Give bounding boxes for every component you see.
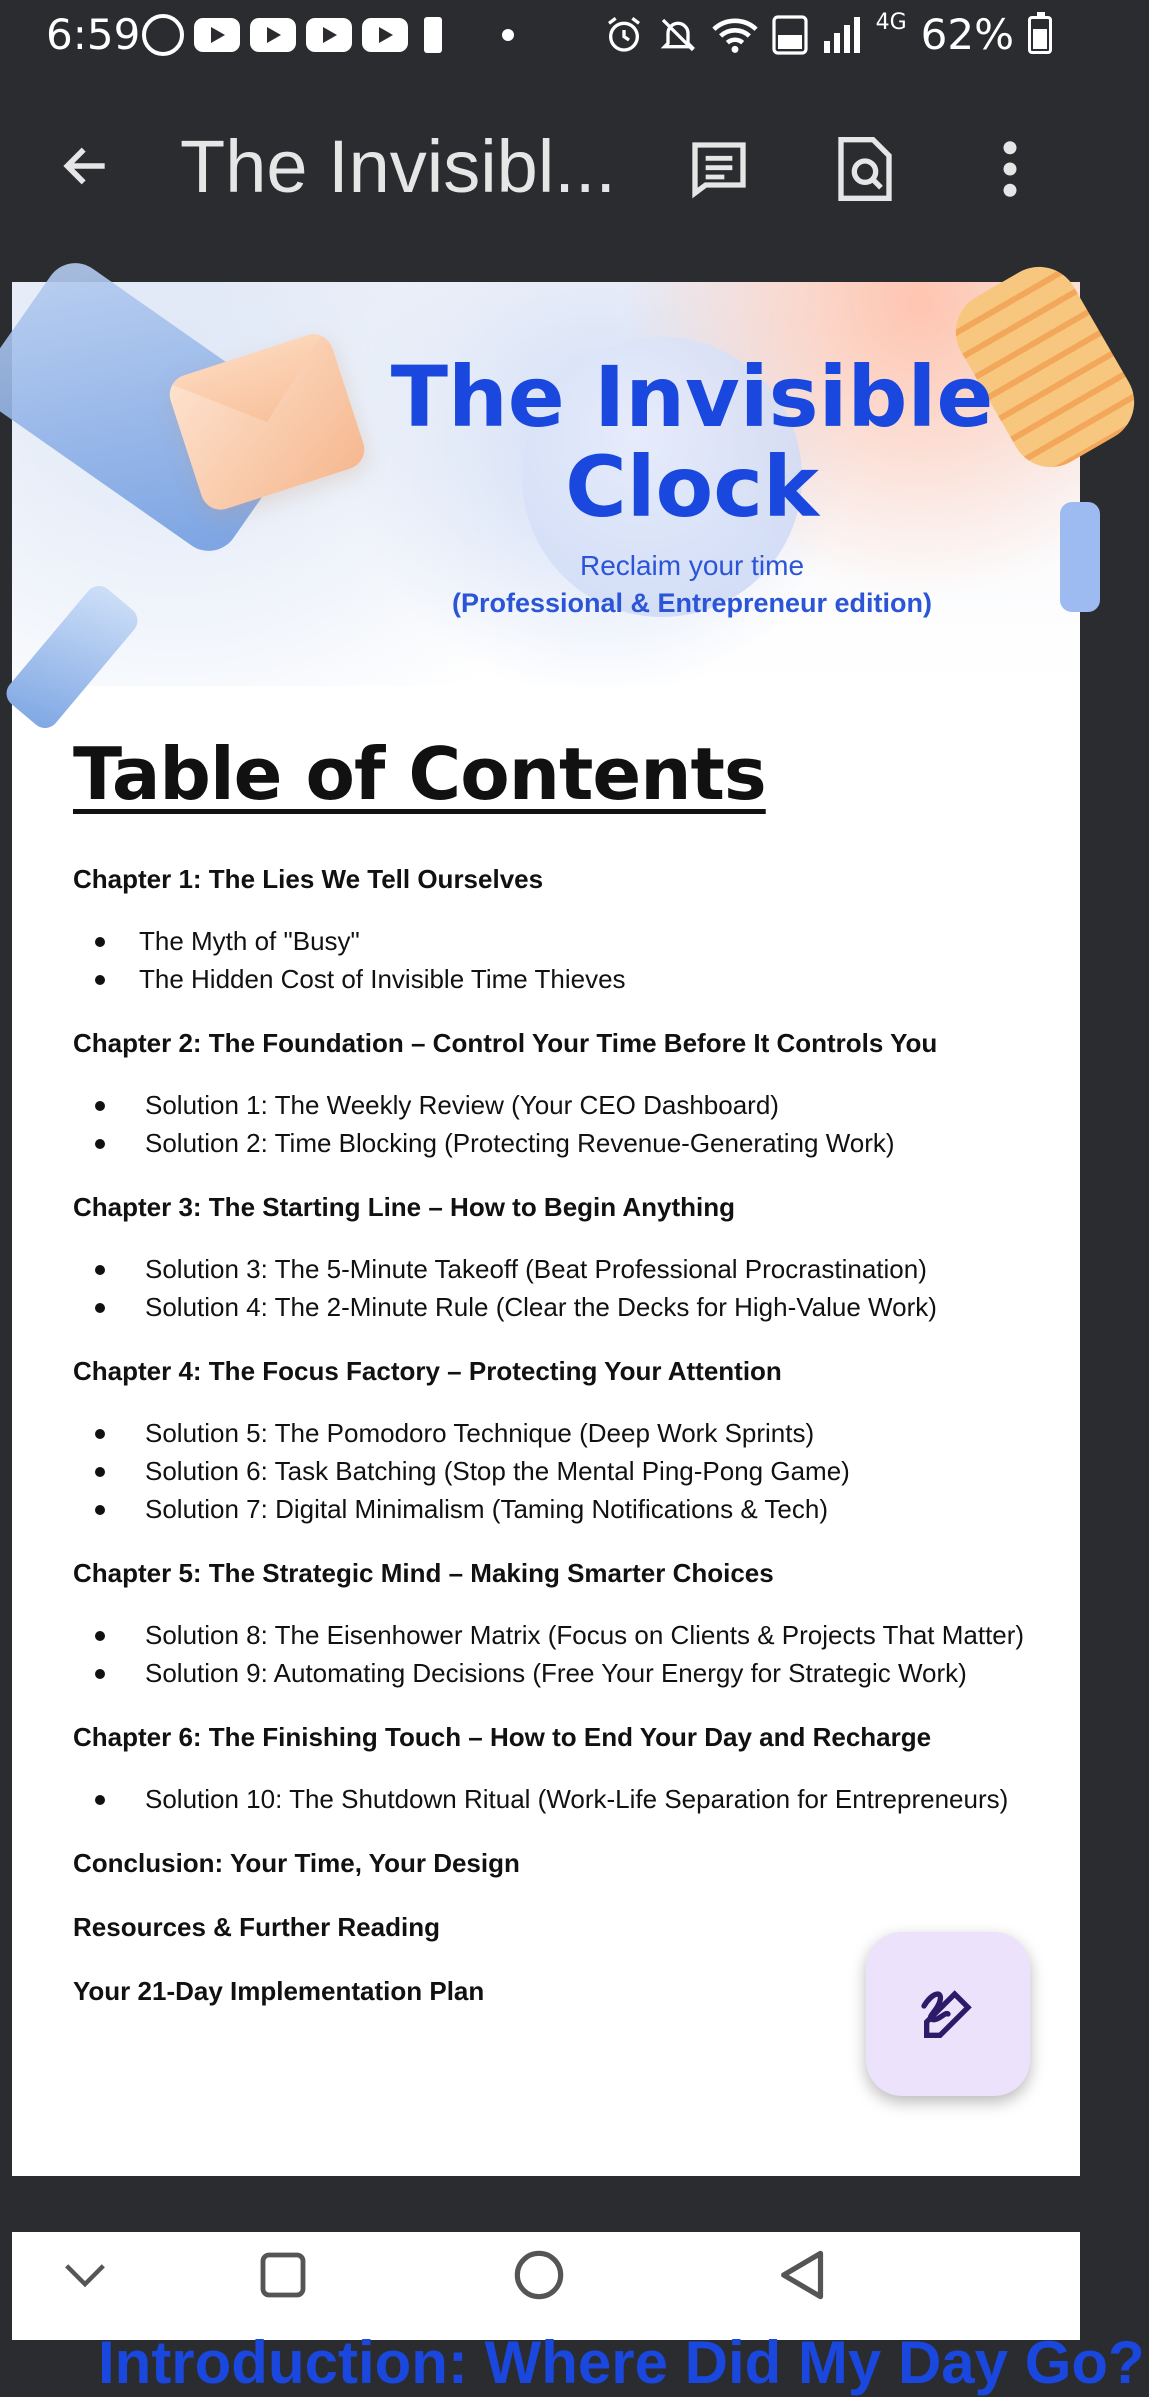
youtube-icon <box>362 18 408 52</box>
conclusion-heading: Conclusion: Your Time, Your Design <box>73 1848 520 1878</box>
find-in-page-button[interactable] <box>826 130 904 208</box>
list-item: The Myth of "Busy" <box>73 922 1073 960</box>
chapter-items <box>73 1616 1073 1692</box>
recents-button[interactable] <box>238 2232 328 2318</box>
battery-percent: 62% <box>920 10 1014 59</box>
comment-button[interactable] <box>680 130 758 208</box>
chapter-items <box>73 1086 1073 1162</box>
more-notifications-dot-icon <box>502 29 514 41</box>
comment-icon <box>687 137 751 201</box>
list-item: Solution 6: Task Batching (Stop the Mental Ping-Pong Game) <box>73 1452 1073 1490</box>
chapter-heading: Chapter 1: The Lies We Tell Ourselves <box>73 864 544 894</box>
back-button[interactable] <box>50 130 122 202</box>
status-bar <box>0 0 1080 72</box>
list-item: Solution 4: The 2-Minute Rule (Clear the Decks for High-Value Work) <box>73 1288 1073 1326</box>
battery-saver-icon <box>424 17 442 53</box>
chapter-heading: Chapter 4: The Focus Factory – Protecting Your Attention <box>73 1356 782 1386</box>
status-time: 6:59 <box>46 10 141 59</box>
app-bar <box>0 72 1080 262</box>
list-item: Solution 10: The Shutdown Ritual (Work-Life Separation for Entrepreneurs) <box>73 1780 1073 1818</box>
system-navigation-bar <box>0 2232 1080 2318</box>
find-in-page-icon <box>835 137 895 201</box>
next-page-heading: Introduction: Where Did My Day Go? <box>98 2329 1145 2396</box>
document-page[interactable] <box>12 282 1080 2176</box>
toc-heading: Table of Contents <box>73 732 766 816</box>
plan-heading: Your 21-Day Implementation Plan <box>73 1976 485 2006</box>
network-type: 4G <box>875 10 907 35</box>
hide-keyboard-button[interactable] <box>40 2232 130 2318</box>
square-icon <box>259 2251 307 2299</box>
chapter-heading: Chapter 2: The Foundation – Control Your Time Before It Controls You <box>73 1028 938 1058</box>
whatsapp-icon <box>142 14 184 56</box>
arrow-left-icon <box>58 138 114 194</box>
table-of-contents <box>73 860 1073 2010</box>
document-title: The Invisibl... <box>180 125 616 208</box>
list-item: Solution 2: Time Blocking (Protecting Revenue-Generating Work) <box>73 1124 1073 1162</box>
triangle-back-icon <box>777 2249 825 2301</box>
more-vert-icon <box>1000 139 1020 199</box>
resources-heading: Resources & Further Reading <box>73 1912 440 1942</box>
list-item: The Hidden Cost of Invisible Time Thieves <box>73 960 1073 998</box>
list-item: Solution 5: The Pomodoro Technique (Deep Work Sprints) <box>73 1414 1073 1452</box>
edit-fab-button[interactable] <box>866 1932 1030 2096</box>
youtube-icon <box>250 18 296 52</box>
more-options-button[interactable] <box>980 130 1040 208</box>
back-nav-button[interactable] <box>756 2232 846 2318</box>
list-item: Solution 1: The Weekly Review (Your CEO Dashboard) <box>73 1086 1073 1124</box>
chapter-heading: Chapter 3: The Starting Line – How to Begin Anything <box>73 1192 736 1222</box>
decorative-shape <box>1 580 143 733</box>
chapter-items <box>73 1250 1073 1326</box>
list-item: Solution 3: The 5-Minute Takeoff (Beat Professional Procrastination) <box>73 1250 1073 1288</box>
volte-icon <box>772 15 808 55</box>
chapter-items <box>73 1414 1073 1528</box>
battery-icon <box>1028 16 1052 54</box>
edit-pen-icon <box>916 1982 980 2046</box>
list-item: Solution 9: Automating Decisions (Free Your Energy for Strategic Work) <box>73 1654 1073 1692</box>
chapter-heading: Chapter 5: The Strategic Mind – Making Smarter Choices <box>73 1558 774 1588</box>
book-subtitle: Reclaim your time <box>579 550 805 581</box>
system-icons <box>604 10 1052 59</box>
chapter-heading: Chapter 6: The Finishing Touch – How to End Your Day and Recharge <box>73 1722 932 1752</box>
decorative-shape <box>1060 502 1100 612</box>
circle-icon <box>513 2249 565 2301</box>
list-item: Solution 7: Digital Minimalism (Taming Notifications & Tech) <box>73 1490 1073 1528</box>
wifi-icon <box>712 15 758 55</box>
list-item: Solution 8: The Eisenhower Matrix (Focus on Clients & Projects That Matter) <box>73 1616 1073 1654</box>
youtube-icon <box>306 18 352 52</box>
youtube-icon <box>194 18 240 52</box>
chevron-down-icon <box>63 2260 107 2290</box>
cover-banner <box>12 282 1080 686</box>
notification-icons <box>142 14 514 56</box>
signal-icon <box>822 15 862 55</box>
book-title: The Invisible Clock <box>390 348 994 536</box>
home-button[interactable] <box>494 2232 584 2318</box>
bell-off-icon <box>658 15 698 55</box>
alarm-icon <box>604 15 644 55</box>
book-edition: (Professional & Entrepreneur edition) <box>451 588 933 618</box>
chapter-items <box>73 1780 1073 1818</box>
chapter-items <box>73 922 1073 998</box>
